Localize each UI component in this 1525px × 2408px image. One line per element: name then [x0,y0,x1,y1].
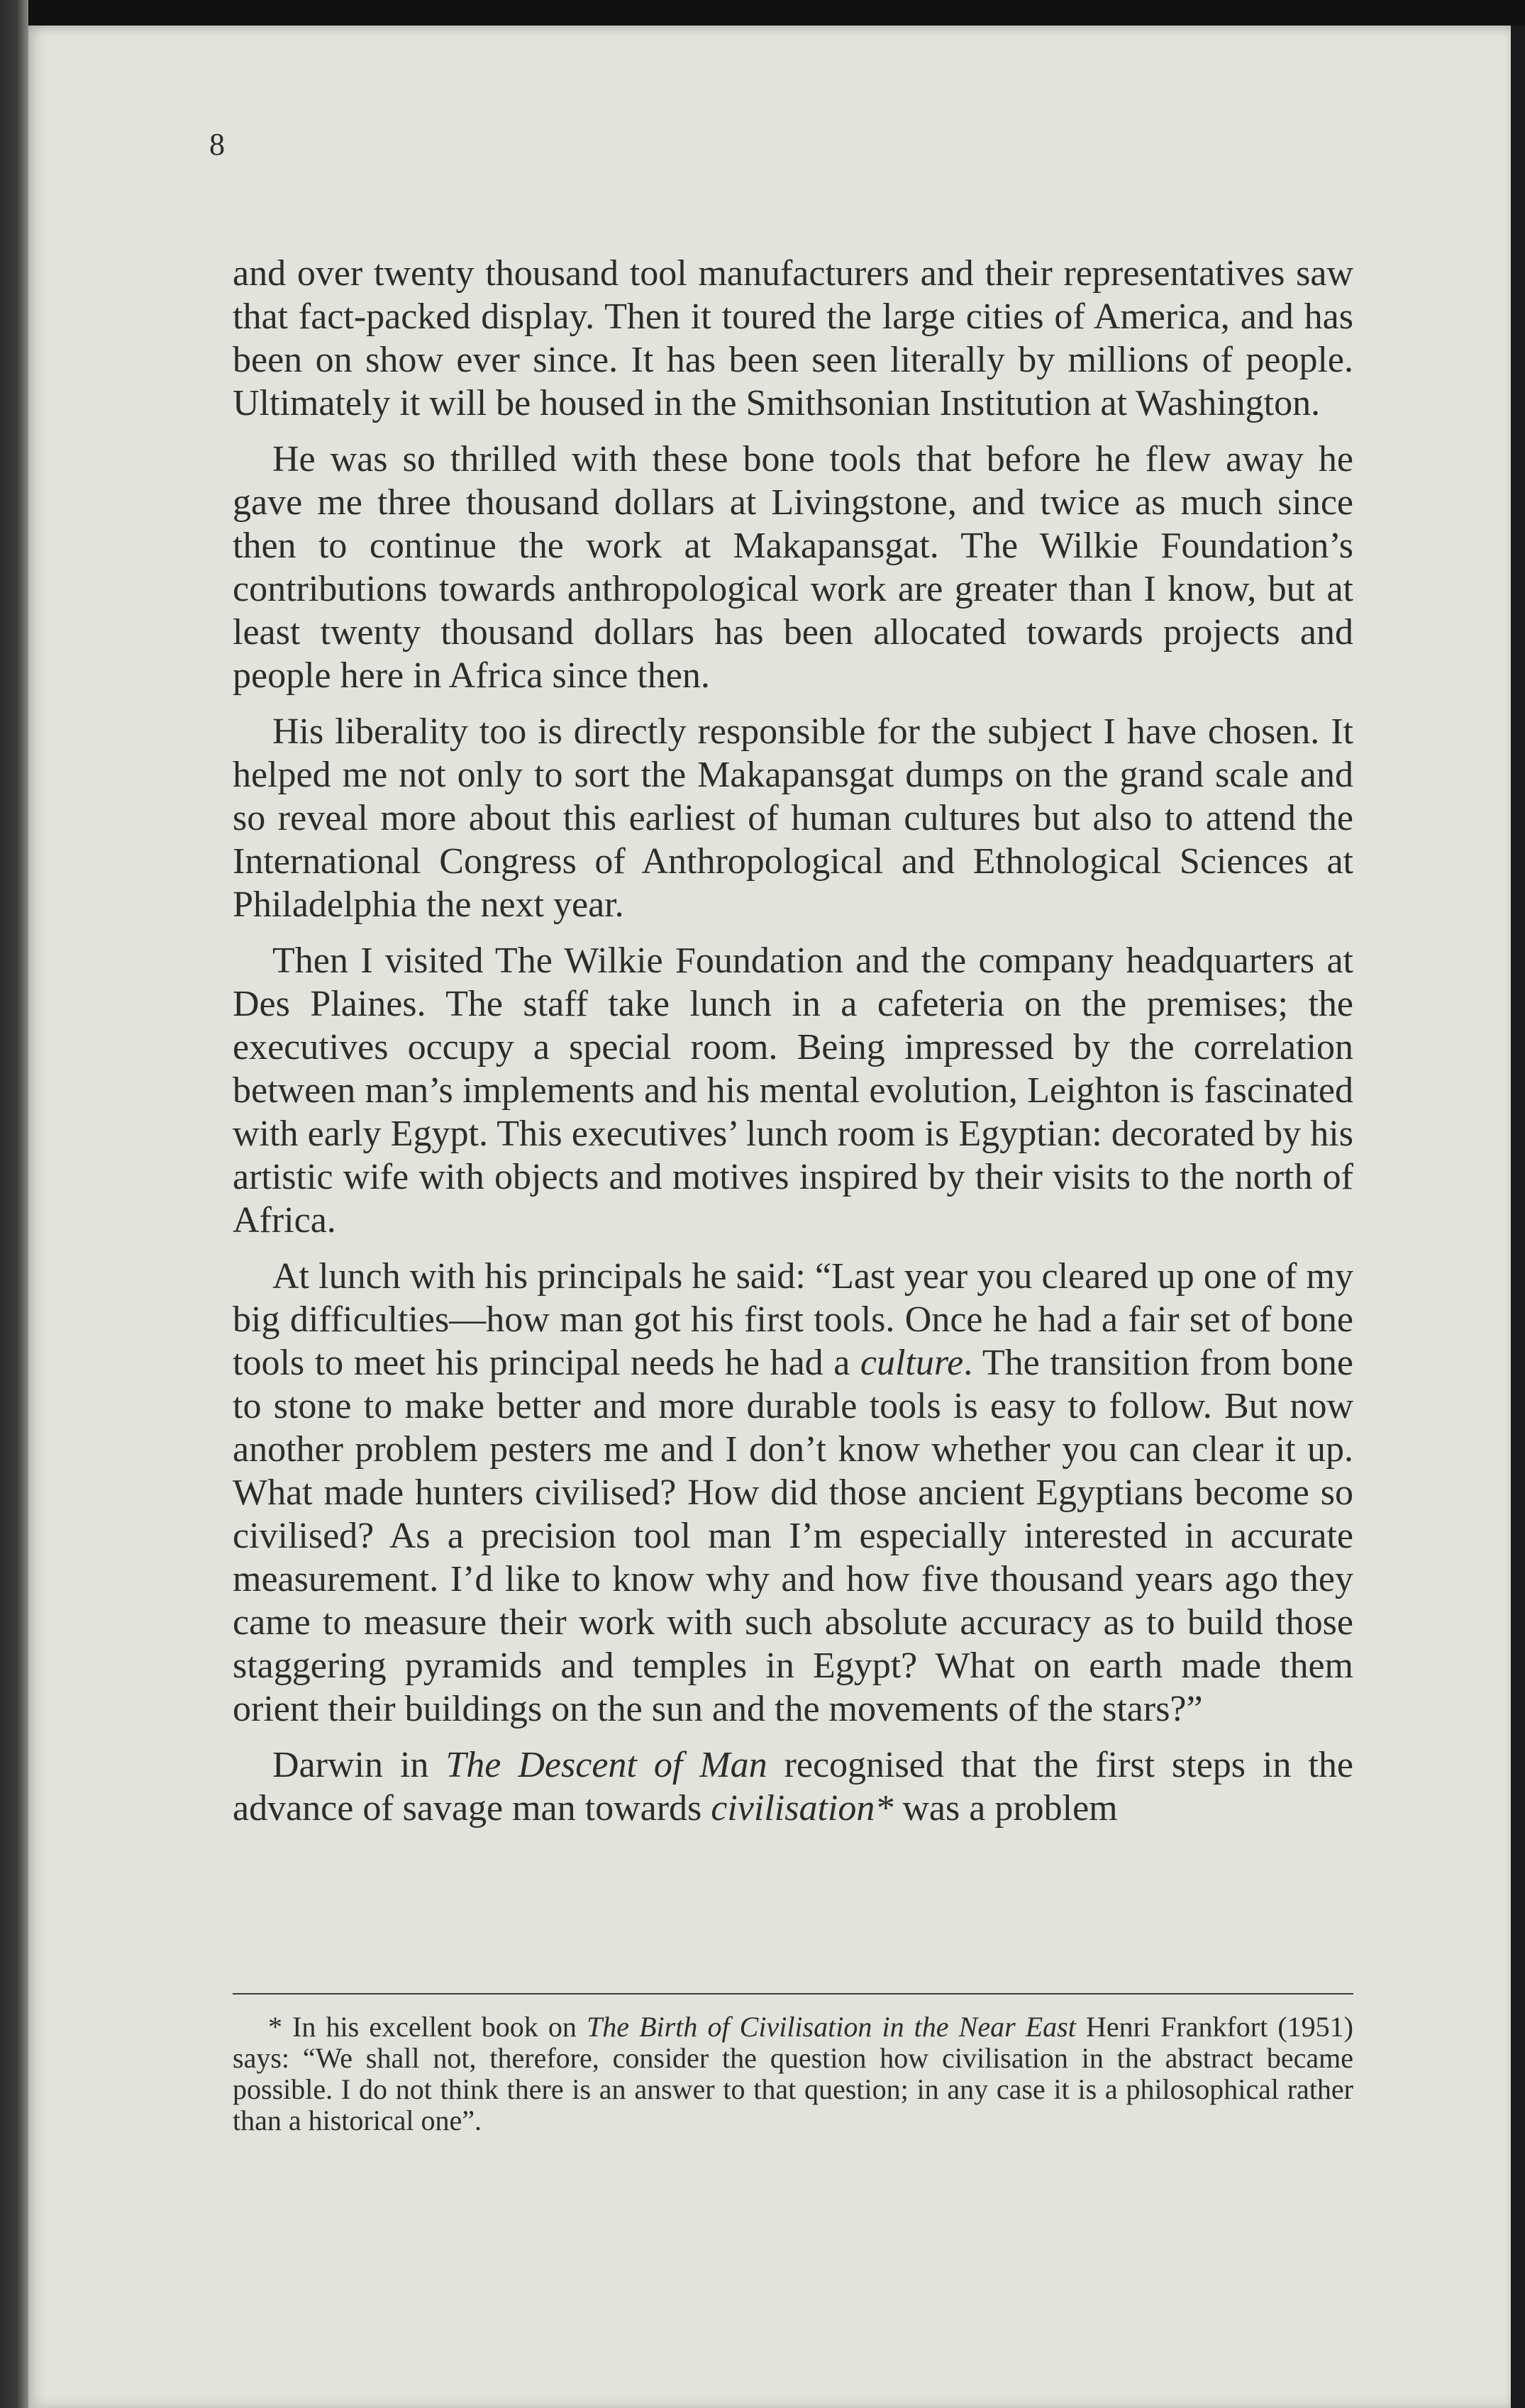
italic-term: culture [860,1343,964,1383]
paragraph-2: He was so thrilled with these bone tools that before he flew away he gave me three thousand dollars at Livingstone, and twice as much since then to continue the work at Makapansgat. The Wilkie Foundation’s contributions towards anthropological work are greater than I know, but at least twenty thousand dollars has been allocated towards projects and people here in Africa since then. [233,439,1353,696]
footnote: * In his excellent book on The Birth of Civilisation in the Near East Henri Frankfort (1951) says: “We shall not, therefore, consider the question how civilisation in the abstract became possible. I do not think there is an answer to that question; in any case it is a philosophical rather than a historical one”. [233,2011,1353,2136]
paragraph-1: and over twenty thousand tool manufacturers and their representatives saw that fact-packed display. Then it toured the large cities of America, and has been on show ever since. It has been seen literally by millions of people. Ultimately it will be housed in the Smithsonian Institution at Washington. [233,253,1353,423]
scan-top-edge [0,0,1525,26]
binding-shadow [0,0,28,2408]
paragraph-3: His liberality too is directly responsible for the subject I have chosen. It helped me not only to sort the Makapansgat dumps on the grand scale and so reveal more about this earliest of human cultures but also to attend the International Congress of Anthropological and Ethnological Sciences at Philadelphia the next year. [233,711,1353,925]
book-title: The Descent of Man [445,1745,767,1785]
page-number: 8 [209,127,225,162]
footnote-reference: civilisation* [711,1788,894,1829]
paragraph-6: Darwin in The Descent of Man recognised that the first steps in the advance of savage man towards civilisation* was a problem [233,1745,1353,1829]
footnote-divider [233,1993,1353,1994]
paragraph-4: Then I visited The Wilkie Foundation and the company headquarters at Des Plaines. The staff take lunch in a cafeteria on the premises; the executives occupy a special room. Being impressed by the correlation between man’s implements and his mental evolution, Leighton is fascinated with early Egypt. This executives’ lunch room is Egyptian: decorated by his artistic wife with objects and motives inspired by their visits to the north of Africa. [233,941,1353,1241]
paragraph-5: At lunch with his principals he said: “Last year you cleared up one of my big difficulties—how man got his first tools. Once he had a fair set of bone tools to meet his principal needs he had a culture. The transition from bone to stone to make better and more durable tools is easy to follow. But now another problem pesters me and I don’t know whether you can clear it up. What made hunters civilised? How did those ancient Egyptians become so civilised? As a precision tool man I’m especially interested in accurate measurement. I’d like to know why and how five thousand years ago they came to measure their work with such absolute accuracy as to build those staggering pyramids and temples in Egypt? What on earth made them orient their buildings on the sun and the movements of the stars?” [233,1256,1353,1729]
footnote-book-title: The Birth of Civilisation in the Near East [587,2011,1076,2043]
body-text [233,252,1353,1843]
